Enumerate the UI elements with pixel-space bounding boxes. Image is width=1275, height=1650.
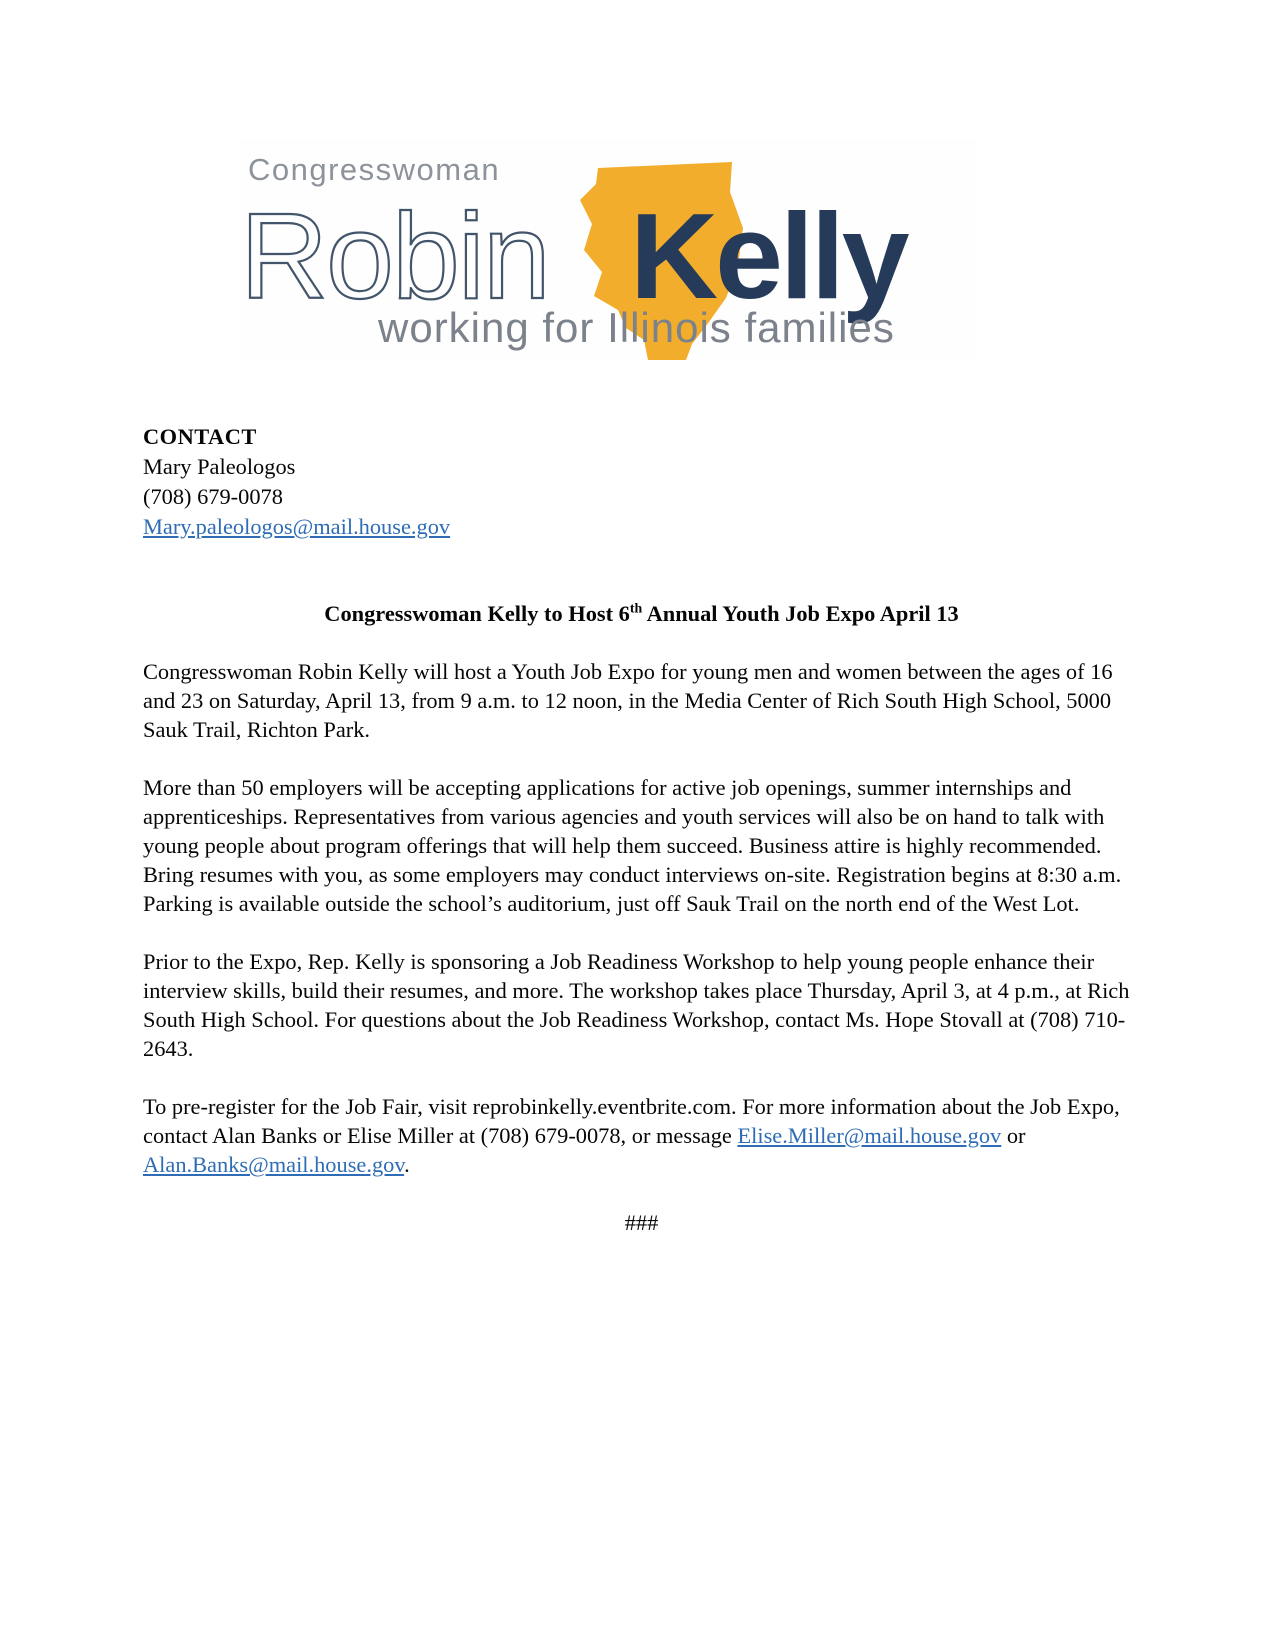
press-release-headline (143, 599, 1140, 628)
press-release-end-mark: ### (624, 1210, 659, 1235)
paragraph-event-overview: Congresswoman Robin Kelly will host a Youth Job Expo for young men and women between the ages of 16 and 23 on Saturday, April 13, from 9 a.m. to 12 noon, in the Media Center of Rich South High School, 5000 Sauk Trail, Richton Park. (143, 659, 1113, 742)
contact-block (143, 422, 1140, 542)
registration-info-separator: or (1001, 1123, 1026, 1148)
document-body (143, 422, 1140, 1237)
headline-ordinal-superscript: th (629, 601, 643, 617)
robin-kelly-logo-graphic (240, 140, 975, 360)
alan-banks-email-link[interactable]: Alan.Banks@mail.house.gov (143, 1152, 405, 1177)
elise-miller-email-link[interactable]: Elise.Miller@mail.house.gov (737, 1123, 1002, 1148)
logo-last-name-text: Kelly (630, 188, 907, 324)
logo-first-name-text: Robin (240, 188, 549, 324)
headline-text-after-superscript: Annual Youth Job Expo April 13 (642, 601, 959, 626)
robin-kelly-logo (240, 140, 975, 360)
headline-text-before-superscript: Congresswoman Kelly to Host 6 (324, 601, 630, 626)
contact-email-link[interactable]: Mary.paleologos@mail.house.gov (143, 514, 451, 539)
contact-name: Mary Paleologos (143, 454, 296, 479)
paragraph-registration-info (143, 1092, 1140, 1179)
paragraph-employers-details: More than 50 employers will be accepting applications for active job openings, summer internships and apprenticeships. Representatives from various agencies and youth services will also be on hand to talk with young people about program offerings that will help them succeed. Business attire is highly recommended. Bring resumes with you, as some employers may conduct interviews on-site. Registration begins at 8:30 a.m. Parking is available outside the school’s auditorium, just off Sauk Trail on the north end of the West Lot. (143, 775, 1122, 916)
registration-info-text: To pre-register for the Job Fair, visit reprobinkelly.eventbrite.com. For more information about the Job Expo, contact Alan Banks or Elise Miller at (708) 679-0078, or message (143, 1094, 1120, 1148)
contact-phone: (708) 679-0078 (143, 484, 283, 509)
registration-info-period: . (404, 1152, 410, 1177)
logo-kicker-text: Congresswoman (248, 152, 501, 187)
contact-heading: CONTACT (143, 424, 257, 449)
logo-tagline-text: working for Illinois families (378, 304, 895, 351)
paragraph-workshop-details: Prior to the Expo, Rep. Kelly is sponsoring a Job Readiness Workshop to help young people enhance their interview skills, build their resumes, and more. The workshop takes place Thursday, April 3, at 4 p.m., at Rich South High School. For questions about the Job Readiness Workshop, contact Ms. Hope Stovall at (708) 710-2643. (143, 949, 1130, 1061)
